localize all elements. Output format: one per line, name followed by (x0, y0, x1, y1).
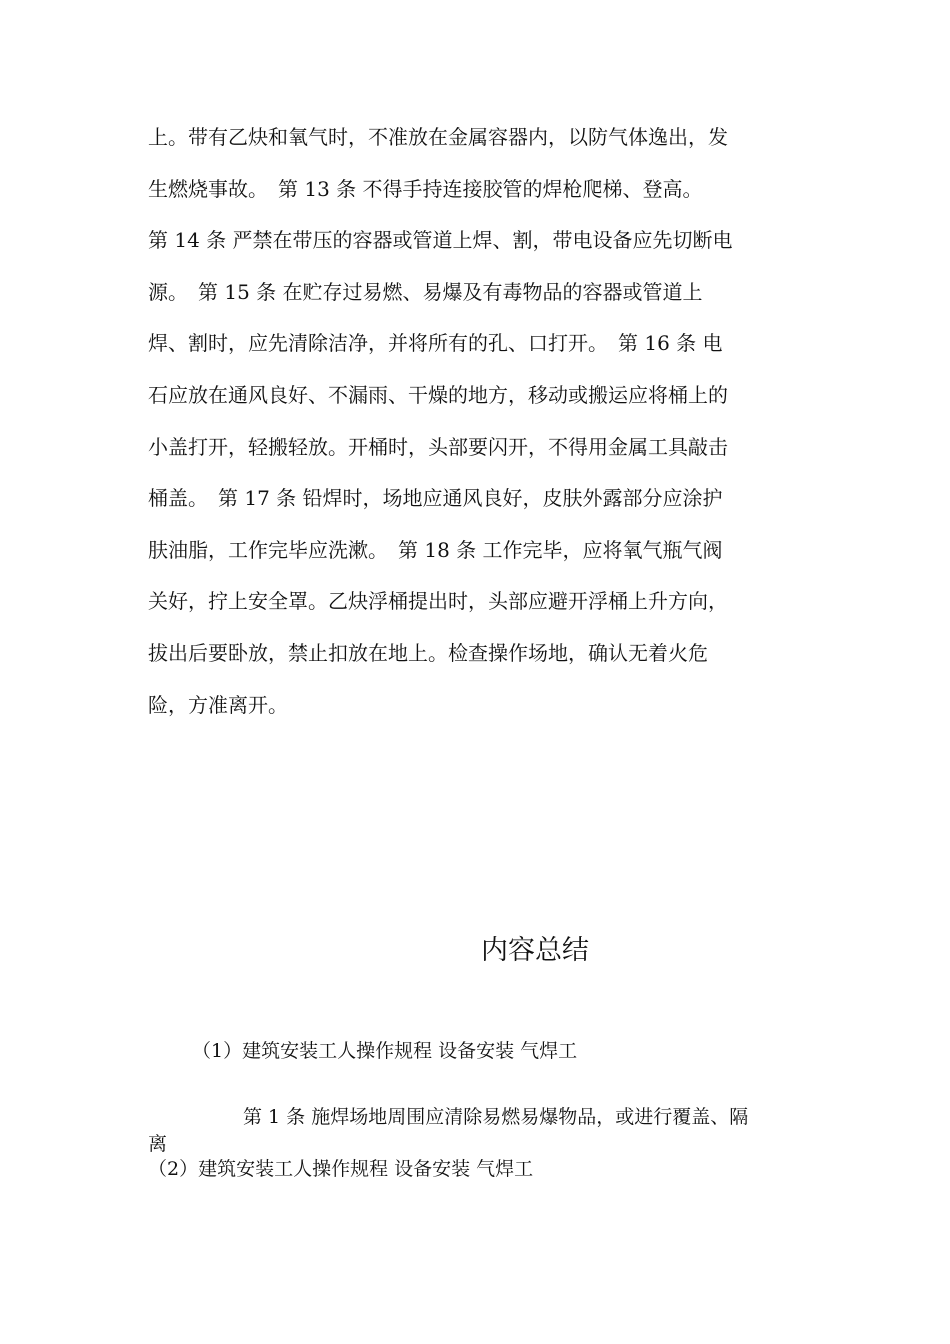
summary-item-1-detail (148, 1104, 808, 1158)
main-body-text (148, 112, 808, 731)
body-line: 焊、割时，应先清除洁净，并将所有的孔、口打开。 第 16 条 电 (148, 331, 723, 356)
body-line: 小盖打开，轻搬轻放。开桶时，头部要闪开，不得用金属工具敲击 (148, 434, 728, 459)
detail-line: 离 (148, 1133, 168, 1155)
body-line: 桶盖。 第 17 条 铅焊时，场地应通风良好，皮肤外露部分应涂护 (148, 486, 723, 511)
body-line: 生燃烧事故。 第 13 条 不得手持连接胶管的焊枪爬梯、登高。 (148, 176, 703, 201)
body-line: 肤油脂，工作完毕应洗漱。 第 18 条 工作完毕，应将氧气瓶气阀 (148, 537, 723, 562)
body-line: 险，方准离开。 (148, 692, 288, 717)
detail-line: 第 1 条 施焊场地周围应清除易燃易爆物品，或进行覆盖、隔 (148, 1106, 749, 1128)
summary-item-1: （1）建筑安装工人操作规程 设备安装 气焊工 (192, 1040, 578, 1062)
summary-title: 内容总结 (481, 935, 589, 966)
body-line: 源。 第 15 条 在贮存过易燃、易爆及有毒物品的容器或管道上 (148, 279, 703, 304)
summary-item-2: （2）建筑安装工人操作规程 设备安装 气焊工 (148, 1158, 534, 1180)
body-line: 上。带有乙炔和氧气时，不准放在金属容器内，以防气体逸出，发 (148, 125, 728, 149)
body-line: 第 14 条 严禁在带压的容器或管道上焊、割，带电设备应先切断电 (148, 228, 733, 253)
body-line: 关好，拧上安全罩。乙炔浮桶提出时，头部应避开浮桶上升方向， (148, 589, 728, 614)
body-line: 石应放在通风良好、不漏雨、干燥的地方，移动或搬运应将桶上的 (148, 382, 728, 407)
body-line: 拔出后要卧放，禁止扣放在地上。检查操作场地，确认无着火危 (148, 640, 708, 665)
